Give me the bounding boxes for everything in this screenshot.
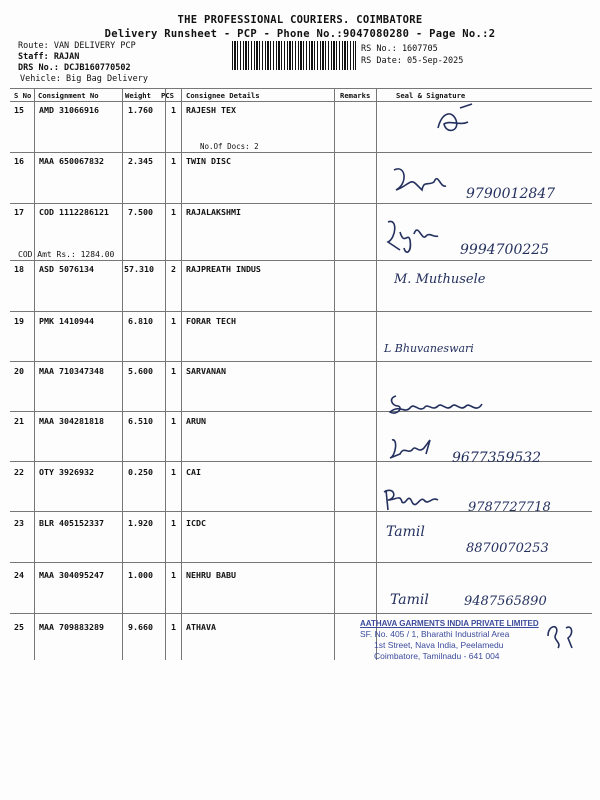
row-17-handwritten-phone: 9994700225 <box>460 242 550 258</box>
signature-row-16 <box>388 160 468 200</box>
row-16-handwritten-phone: 9790012847 <box>466 186 556 202</box>
row-19-sno: 19 <box>14 316 24 326</box>
route-label: Route: VAN DELIVERY PCP <box>18 41 136 51</box>
row-19-pcs: 1 <box>171 316 176 326</box>
row-16-consignment: MAA 650067832 <box>39 156 104 166</box>
row-25-consignment: MAA 709883289 <box>39 622 104 632</box>
row-21-sno: 21 <box>14 416 24 426</box>
row-18-weight: 57.310 <box>124 264 154 274</box>
row-15-note: No.Of Docs: 2 <box>200 142 259 151</box>
row-15-sno: 15 <box>14 105 24 115</box>
row-17-weight: 7.500 <box>128 207 153 217</box>
row-18-consignee: RAJPREATH INDUS <box>186 264 261 274</box>
row-21-pcs: 1 <box>171 416 176 426</box>
row-20-weight: 5.600 <box>128 366 153 376</box>
row-15-pcs: 1 <box>171 105 176 115</box>
row-22-sno: 22 <box>14 467 24 477</box>
signature-row-21 <box>386 432 446 462</box>
row-24-handwritten-phone: 9487565890 <box>464 594 547 609</box>
row-25-weight: 9.660 <box>128 622 153 632</box>
row-21-consignee: ARUN <box>186 416 206 426</box>
row-24-consignee: NEHRU BABU <box>186 570 236 580</box>
row-23-sno: 23 <box>14 518 24 528</box>
row-15-consignee: RAJESH TEX <box>186 105 236 115</box>
row-24-consignment: MAA 304095247 <box>39 570 104 580</box>
row-20-consignee: SARVANAN <box>186 366 226 376</box>
row-17-cod-amount: COD Amt Rs.: 1284.00 <box>18 250 115 259</box>
row-24-handwritten-name: Tamil <box>390 592 429 608</box>
drs-label: DRS No.: DCJB160770502 <box>18 63 131 73</box>
row-20-sno: 20 <box>14 366 24 376</box>
col-weight: Weight <box>125 91 151 100</box>
row-20-consignment: MAA 710347348 <box>39 366 104 376</box>
stamp-line-1: AATHAVA GARMENTS INDIA PRIVATE LIMITED <box>360 619 539 628</box>
row-23-handwritten-phone: 8870070253 <box>466 541 549 556</box>
row-16-weight: 2.345 <box>128 156 153 166</box>
row-24-weight: 1.000 <box>128 570 153 580</box>
runsheet-subtitle: Delivery Runsheet - PCP - Phone No.:9047080280 - Page No.:2 <box>104 28 496 40</box>
row-18-consignment: ASD 5076134 <box>39 264 94 274</box>
row-23-handwritten-name: Tamil <box>386 524 425 540</box>
row-25-pcs: 1 <box>171 622 176 632</box>
barcode <box>232 41 356 70</box>
row-18-sno: 18 <box>14 264 24 274</box>
row-16-consignee: TWIN DISC <box>186 156 231 166</box>
row-22-handwritten-phone: 9787727718 <box>468 500 551 515</box>
stamp-line-2: SF. No. 405 / 1, Bharathi Industrial Area <box>360 629 510 639</box>
row-25-sno: 25 <box>14 622 24 632</box>
signature-row-25 <box>542 618 582 652</box>
stamp-line-4: Coimbatore, Tamilnadu - 641 004 <box>374 651 500 661</box>
col-sno: S No <box>14 91 32 100</box>
row-22-weight: 0.250 <box>128 467 153 477</box>
company-stamp <box>360 618 539 662</box>
row-17-pcs: 1 <box>171 207 176 217</box>
vehicle-label: Vehicle: Big Bag Delivery <box>20 74 148 84</box>
row-23-pcs: 1 <box>171 518 176 528</box>
row-18-pcs: 2 <box>171 264 176 274</box>
row-25-consignee: ATHAVA <box>186 622 216 632</box>
row-16-sno: 16 <box>14 156 24 166</box>
row-17-consignment: COD 1112286121 <box>39 207 109 217</box>
row-15-consignment: AMD 31066916 <box>39 105 99 115</box>
col-seal-signature: Seal & Signature <box>396 91 466 100</box>
stamp-line-3: 1st Street, Nava India, Peelamedu <box>374 640 504 650</box>
row-19-consignment: PMK 1410944 <box>39 316 94 326</box>
col-remarks: Remarks <box>340 91 371 100</box>
row-15-weight: 1.760 <box>128 105 153 115</box>
row-19-weight: 6.810 <box>128 316 153 326</box>
row-19-consignee: FORAR TECH <box>186 316 236 326</box>
row-24-sno: 24 <box>14 570 24 580</box>
company-title: THE PROFESSIONAL COURIERS. COIMBATORE <box>177 14 423 26</box>
staff-label: Staff: RAJAN <box>18 52 80 62</box>
row-21-consignment: MAA 304281818 <box>39 416 104 426</box>
row-19-handwritten-name: L Bhuvaneswari <box>384 342 474 355</box>
row-22-consignment: OTY 3926932 <box>39 467 94 477</box>
row-23-weight: 1.920 <box>128 518 153 528</box>
row-17-sno: 17 <box>14 207 24 217</box>
col-pcs: PCS <box>161 91 174 100</box>
row-23-consignee: ICDC <box>186 518 206 528</box>
row-22-consignee: CAI <box>186 467 201 477</box>
rs-number: RS No.: 1607705 <box>361 44 438 54</box>
row-18-handwritten-name: M. Muthusele <box>394 272 486 287</box>
row-24-pcs: 1 <box>171 570 176 580</box>
signature-row-17 <box>382 212 452 258</box>
col-consignee: Consignee Details <box>186 91 260 100</box>
row-21-handwritten-phone: 9677359532 <box>452 450 542 466</box>
row-22-pcs: 1 <box>171 467 176 477</box>
signature-row-20 <box>386 392 496 418</box>
row-21-weight: 6.510 <box>128 416 153 426</box>
signature-row-15 <box>430 100 490 140</box>
row-23-consignment: BLR 405152337 <box>39 518 104 528</box>
row-17-consignee: RAJALAKSHMI <box>186 207 241 217</box>
rs-date: RS Date: 05-Sep-2025 <box>361 56 464 66</box>
row-16-pcs: 1 <box>171 156 176 166</box>
signature-row-22 <box>380 484 450 514</box>
row-20-pcs: 1 <box>171 366 176 376</box>
col-consignment: Consignment No <box>38 91 99 100</box>
